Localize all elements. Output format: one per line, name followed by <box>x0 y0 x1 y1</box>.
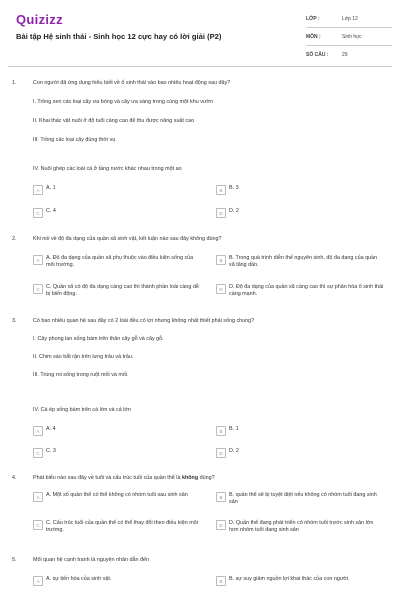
option-text: A. sự tiến hóa của sinh vật. <box>46 576 112 582</box>
option-key-box: D <box>216 284 226 294</box>
option-text: D. Quần thể đang phát triển có nhóm tuổi trước sinh sản lớn hơn nhóm tuổi đang sinh sản <box>229 520 374 533</box>
meta-key: MÔN : <box>306 33 321 40</box>
option-text: A. Độ đa dạng của quần xã phụ thuộc vào điều kiện sống của môi trường. <box>46 255 194 268</box>
option-text: D. Độ đa dạng của quần xã càng cao thì sự phân hóa ổ sinh thái càng mạnh. <box>229 284 384 297</box>
statement: III. Trùng roi sống trong ruột mối và mối. <box>33 372 129 378</box>
option-key-box: A <box>33 576 43 586</box>
option-key-box: C <box>33 284 43 294</box>
option-text: B. 3 <box>229 185 239 191</box>
option-d[interactable] <box>216 520 384 534</box>
option-text: C. Quần xã có độ đa dạng càng cao thì thành phần loài càng dễ bị biến động. <box>46 284 199 297</box>
question-text-part: đúng? <box>198 475 215 481</box>
option-a[interactable] <box>33 492 201 502</box>
statement: I. Cây phong lan sống bám trên thân cây gỗ và cây gỗ. <box>33 336 164 342</box>
statement: IV. Nuôi ghép các loài cá ở tầng nước khác nhau trong một ao <box>33 166 182 172</box>
option-text: C. 4 <box>46 208 56 214</box>
page-title: Bài tập Hệ sinh thái - Sinh học 12 cực hay có lời giải (P2) <box>16 32 222 41</box>
statement: II. Chim sáo bắt rận trên lưng trâu và trâu. <box>33 354 134 360</box>
option-text: B. Trong quá trình diễn thế nguyên sinh, độ đa dạng của quần xã tăng dần. <box>229 255 378 268</box>
question-number: 3. <box>12 318 17 324</box>
option-a[interactable] <box>33 255 201 269</box>
meta-row-count <box>306 46 392 63</box>
meta-value: Sinh học <box>342 33 362 40</box>
option-key-box: A <box>33 492 43 502</box>
option-c[interactable] <box>33 208 56 218</box>
option-text: B. quần thể sẽ bị tuyệt diệt nếu không có nhóm tuổi đang sinh sản <box>229 492 377 505</box>
statement: IV. Cá ép sống bám trên cá lớn và cá lớn <box>33 407 131 413</box>
option-d[interactable] <box>216 448 239 458</box>
option-c[interactable] <box>33 520 201 534</box>
option-text: D. 2 <box>229 208 239 214</box>
meta-row-class <box>306 10 392 28</box>
option-key-box: D <box>216 208 226 218</box>
option-text: C. Cấu trúc tuổi của quần thể có thể thay đổi theo điều kiện môi trường. <box>46 520 198 533</box>
option-b[interactable] <box>216 492 384 506</box>
option-key-box: C <box>33 448 43 458</box>
meta-value: 29 <box>342 51 348 58</box>
option-c[interactable] <box>33 448 56 458</box>
option-key-box: B <box>216 576 226 586</box>
page-header <box>0 0 400 62</box>
question-text-part: Phát biểu nào sau đây về tuổi và cấu trúc tuổi của quần thể là <box>33 475 182 481</box>
statement: III. Trồng các loại cây đúng thời vụ <box>33 137 116 143</box>
option-b[interactable] <box>216 185 239 195</box>
option-key-box: B <box>216 185 226 195</box>
option-c[interactable] <box>33 284 201 298</box>
option-key-box: B <box>216 255 226 265</box>
option-key-box: C <box>33 520 43 530</box>
meta-key: LỚP : <box>306 15 320 22</box>
question-text: Con người đã ứng dụng hiểu biết về ổ sinh thái vào bao nhiêu hoạt động sau đây? <box>33 80 231 86</box>
option-key-box: D <box>216 448 226 458</box>
meta-row-subject <box>306 28 392 46</box>
option-text: A. 1 <box>46 185 56 191</box>
statement: II. Khai thác vật nuôi ở độ tuổi càng cao để thu được năng suất cao <box>33 118 195 124</box>
question-number: 1. <box>12 80 17 86</box>
option-a[interactable] <box>33 426 56 436</box>
option-b[interactable] <box>216 426 239 436</box>
option-a[interactable] <box>33 185 56 195</box>
meta-key: SỐ CÂU : <box>306 51 329 58</box>
option-d[interactable] <box>216 284 384 298</box>
option-text: B. 1 <box>229 426 239 432</box>
option-key-box: C <box>33 208 43 218</box>
option-a[interactable] <box>33 576 111 586</box>
meta-value: Lớp 12 <box>342 15 358 22</box>
header-divider <box>8 66 392 67</box>
meta-table <box>306 10 392 63</box>
option-key-box: D <box>216 520 226 530</box>
option-text: A. Một số quần thể có thể không có nhóm tuổi sau sinh sản <box>46 492 188 498</box>
option-b[interactable] <box>216 576 350 586</box>
option-text: C. 3 <box>46 448 56 454</box>
question-text: Mối quan hệ cạnh tranh là nguyên nhân dẫn đến <box>33 557 149 563</box>
option-text: A. 4 <box>46 426 56 432</box>
question-text <box>33 475 373 481</box>
question-number: 4. <box>12 475 17 481</box>
option-text: D. 2 <box>229 448 239 454</box>
option-key-box: A <box>33 426 43 436</box>
option-b[interactable] <box>216 255 384 269</box>
option-text: B. sự suy giảm nguồn lợi khai thác của con người. <box>229 576 350 582</box>
option-key-box: A <box>33 255 43 265</box>
option-d[interactable] <box>216 208 239 218</box>
question-text: Có bao nhiêu quan hệ sau đây có 2 loài đều có lợi nhưng không nhất thiết phải sống chung? <box>33 318 255 324</box>
question-text: Khi nói về độ đa dạng của quần xã sinh vật, kết luận nào sau đây không đúng? <box>33 236 222 242</box>
option-key-box: A <box>33 185 43 195</box>
question-emphasis: không <box>181 475 199 481</box>
question-number: 2. <box>12 236 17 242</box>
statement: I. Trồng xen các loại cây ưa bóng và cây ưa sáng trong cùng một khu vườn <box>33 99 214 105</box>
quizizz-logo: Quizizz <box>16 12 63 27</box>
question-number: 5. <box>12 557 17 563</box>
option-key-box: B <box>216 426 226 436</box>
option-key-box: B <box>216 492 226 502</box>
